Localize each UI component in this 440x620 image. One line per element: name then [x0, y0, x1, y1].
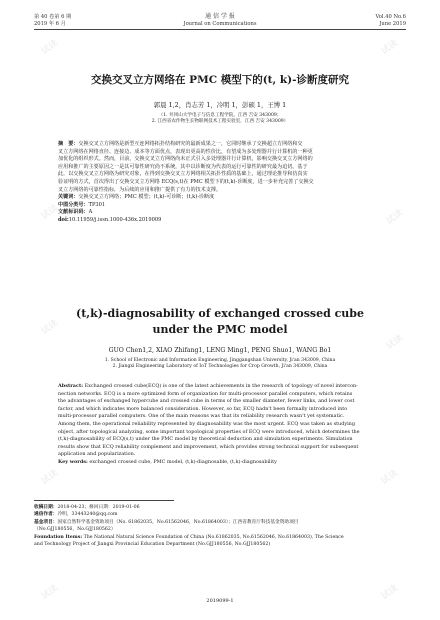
volume-issue: 第 40 卷第 6 期	[34, 14, 72, 20]
issue-date: 2019 年 6 月	[34, 20, 66, 27]
abstract-line	[58, 383, 386, 391]
clc-value: TP301	[88, 201, 106, 208]
watermark-text: 试读	[39, 583, 61, 602]
affiliation-en-1: 1. School of Electronic and Information Engineering, Jinggangshan University, Ji'an 343009, China	[104, 358, 336, 363]
watermark-text: 试读	[379, 38, 401, 57]
fund-item-cont: （No.GJJ180556，No.GJJ180562）	[34, 527, 116, 533]
watermark-text: 试读	[379, 468, 401, 487]
abstract-cn-text: 交换交叉立方网络是新型互连网络拓扑结构研究的最新成果之一，它同时继承了交换超立方网络和交	[78, 141, 303, 147]
authors-en: GUO Chen1,2, XIAO Zhifang1, LENG Ming1, PENG Shuo1, WANG Bo1	[108, 347, 332, 354]
document-code-value: A	[88, 209, 93, 216]
abstract-cn-label: 摘 要：	[58, 141, 79, 147]
abstract-en-text: Exchanged crossed cube(ECQ) is one of the latest achievements in the research of topology of novel intercon-	[84, 383, 358, 389]
volume-issue-en: Vol.40 No.6	[375, 14, 406, 20]
abstract-line: (t,k)-diagnosability of ECQ(s,t) under the PMC model by theoretical deduction and simulation experiments. Simulation	[58, 436, 353, 443]
footnotes	[34, 504, 406, 548]
abstract-line: multi-processor parallel computers. One of the main reasons was that its reliability research wasn't yet systematic.	[58, 413, 345, 420]
abstract-line: 此，以交换交叉立方网络为研究对象，在得到交换交叉立方网络相关拓扑性质的基础上，通过理论推导和仿真实	[58, 171, 308, 178]
affiliations-en	[20, 358, 420, 370]
foundation-items-cont: and Technology Project of Jiangxi Provincial Education Department (No.GJJ180556, No.GJJ180562)	[34, 542, 271, 548]
abstract-line: 应用和推广的主要原因之一是其可靠性研究尚不系统，其中以诊断度为代表的运行可靠性的研究最为迫切。基于	[58, 163, 308, 170]
abstract-cn	[58, 141, 386, 225]
watermark-text: 试读	[39, 203, 61, 222]
received-label: 收稿日期：	[34, 505, 58, 510]
watermark-text: 试读	[39, 468, 61, 487]
abstract-line: Among them, the operational reliability represented by diagnosability was the most urgent. ECQ was taken as studying	[58, 420, 355, 427]
authors-cn: 郭晨 1,2，肖志芳 1，冷明 1，彭硕 1，王博 1	[153, 101, 287, 109]
footnote-rule	[34, 500, 174, 501]
corr-value: 冷明，33443240@qq.com	[57, 512, 118, 518]
watermark-text: 试读	[379, 583, 401, 602]
abstract-line: results show that ECQ reliability complement and improvement, which provides strong technical support for subsequent	[58, 443, 359, 450]
received-date	[34, 504, 406, 511]
doi-label: doi:	[58, 216, 69, 223]
keywords-cn-text: 交换交叉立方网络；PMC 模型；(t,k)-可诊断；(t,k)-诊断度	[78, 194, 215, 201]
keywords-en-label: Key words:	[58, 458, 88, 465]
corr-label: 通信作者：	[34, 512, 58, 518]
abstract-line: the advantages of exchanged hypercube and crossed cube in terms of the smaller diameter, fewer links, and lower cost	[58, 398, 355, 405]
corresponding-author	[34, 511, 406, 518]
watermark-text: 试读	[39, 38, 61, 57]
foundation-line1: The National Natural Science Foundation of China (No.61862035, No.61562046, No.61864003), The Science	[83, 534, 344, 540]
abstract-line: object, after topological analyzing, some important topological properties of ECQ were introduced, which determines the	[58, 428, 360, 435]
journal-volume	[34, 14, 154, 27]
fund-item	[34, 519, 406, 526]
fund-line1: 国家自然科学基金资助项目（No. 61862035，No.61562046，No.61864003）；江西省教育厅科技基金资助项目	[57, 519, 299, 525]
abstract-en	[58, 383, 386, 467]
journal-name-cn: 通 信 学 报	[205, 13, 235, 20]
issue-date-en: June 2019	[379, 20, 406, 27]
doi-value: 10.11959/j.issn.1000-436x.2019009	[68, 216, 162, 223]
abstract-line: 加优化的组织形式。然而，目前，交换交叉立方网络尚未正式引入多处理器并行计算机，影响交换交叉立方网络的	[58, 156, 313, 163]
watermark-text: 试读	[384, 208, 406, 227]
abstract-line: 叉立方网络的可靠性指标，为后续的应用和推广提供了有力的技术支撑。	[58, 186, 222, 193]
affiliation-cn-1: （1. 井冈山大学电子与信息工程学院，江西 吉安 343009；	[158, 113, 282, 118]
abstract-line: nection networks. ECQ is a more optimized form of organization for multi-processor parallel computers, which retains	[58, 390, 353, 397]
clc-number	[58, 202, 386, 210]
keywords-en-text: exchanged crossed cube, PMC model, (t,k)-diagnosable, (t,k)-diagnosability	[89, 458, 277, 465]
abstract-line: 叉立方网络在网络直径、连接边、成本等方面优点，表现出更高的性价比，有望成为多处理器并行计算机的一种更	[58, 148, 313, 155]
paper-title-en	[20, 306, 420, 338]
affiliation-en-2: 2. Jiangxi Engineering Laboratory of IoT Technologies for Crop Growth, Ji'an 343009, China	[112, 364, 328, 369]
keywords-cn	[58, 194, 386, 202]
received-value: 2018-04-23；修回日期：2019-01-06	[57, 505, 140, 510]
affiliations-cn	[20, 113, 420, 125]
clc-label: 中图分类号：	[58, 201, 89, 208]
journal-volume-en	[286, 14, 406, 27]
foundation-label: Foundation Items:	[34, 534, 83, 540]
paper-title-cn: 交换交叉立方网络在 PMC 模型下的(t, k)-诊断度研究	[91, 74, 349, 86]
paper-title-en-line2: under the PMC model	[152, 323, 288, 336]
journal-name-en: Journal on Communications	[183, 20, 257, 27]
journal-name	[150, 14, 290, 27]
abstract-line: factor, and which indicates more balanced consideration. However, so far, ECQ hadn't been formally introduced into	[58, 405, 348, 412]
fund-label: 基金项目：	[34, 519, 58, 525]
abstract-line: application and popularization.	[58, 451, 136, 458]
abstract-en-label: Abstract:	[58, 383, 84, 389]
abstract-line	[58, 141, 386, 149]
watermark-text: 试读	[39, 318, 61, 337]
abstract-line: 验证明的方式，首次得出了交换交叉立方网络 ECQ(s,t)在 PMC 模型下的(t,k)-诊断度，进一步补充完善了交换交	[58, 178, 314, 185]
affiliation-cn-2: 2. 江西省农作物生长物联网技术工程实验室，江西 吉安 343009）	[151, 119, 289, 124]
header-rule	[34, 29, 406, 30]
keywords-en	[58, 459, 386, 467]
page-number: 2019099-1	[206, 598, 234, 604]
document-code	[58, 209, 386, 217]
keywords-cn-label: 关键词：	[58, 194, 79, 201]
doi	[58, 217, 386, 225]
paper-title-en-line1: (t,k)-diagnosability of exchanged crossed cube	[76, 307, 364, 320]
foundation-items	[34, 534, 406, 541]
document-code-label: 文献标识码：	[58, 209, 89, 216]
watermark-text: 试读	[384, 333, 406, 352]
